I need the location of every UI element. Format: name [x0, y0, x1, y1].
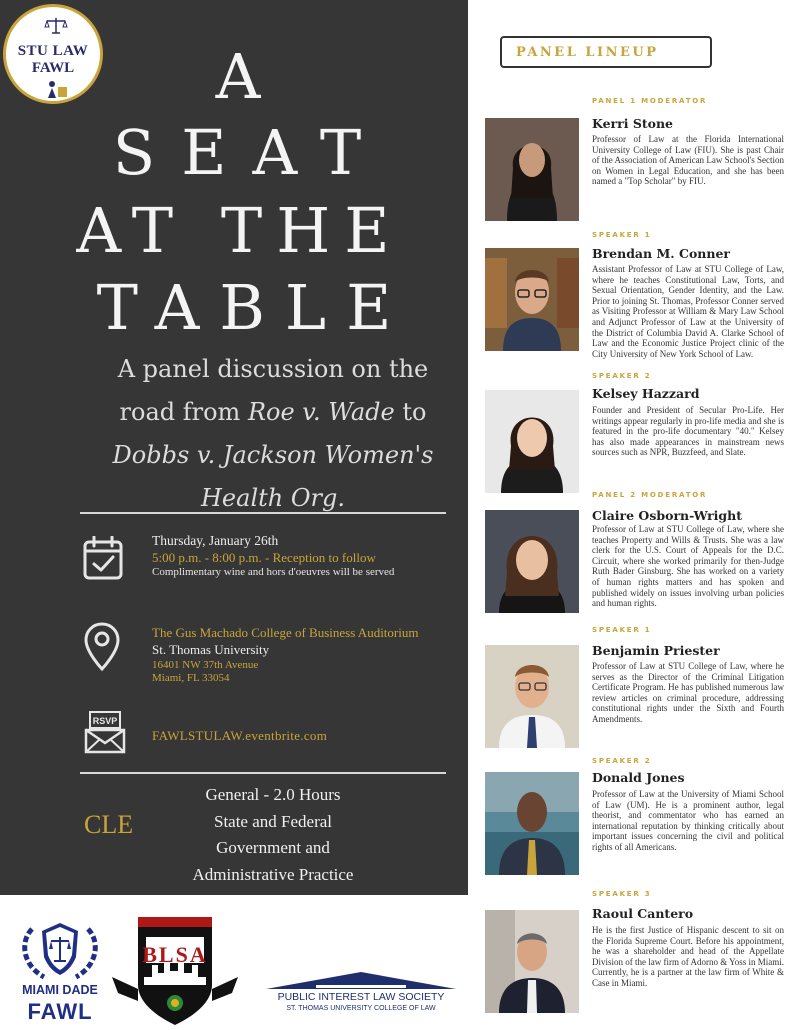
panelist-role: PANEL 1 MODERATOR [592, 97, 708, 105]
event-venue: The Gus Machado College of Business Auditorium [152, 625, 419, 640]
panelist-photo [485, 390, 579, 493]
pils-title: PUBLIC INTEREST LAW SOCIETY [277, 991, 445, 1003]
panelist-bio: Assistant Professor of Law at STU College of Law, where he teaches Constitutional Law, Torts, and Sexual Orientation, Gender Identity, and the Law. Prior to joining St. Thomas, Professor Conner served as Visiting Professor at William & Mary Law School and Adjunct Professor of Law at the University of the District of Columbia David A. Clarke School of Law and the Economic Justice Project clinic of the City University of New York School of Law. [592, 264, 784, 359]
cle-label: CLE [84, 810, 134, 839]
blsa-logo [108, 915, 242, 1027]
location-pin-icon [84, 622, 120, 672]
panelist-name: Brendan M. Conner [592, 246, 731, 261]
panelist-photo [485, 910, 579, 1013]
panelist-bio: Founder and President of Secular Pro-Life. Her writings appear regularly in pro-life media and she is featured in the pro-life documentary "40." Kelsey has also made appearances in mainstream news sources such as NPR, Buzzfeed, and Slate. [592, 405, 784, 458]
panelist-photo [485, 248, 579, 351]
subtitle-part1: A panel discussion on the road from [117, 355, 429, 426]
panelist-name: Benjamin Priester [592, 643, 720, 658]
portrait-man-icon [485, 248, 579, 351]
calendar-check-icon [83, 536, 123, 580]
miami-dade-fawl-logo [10, 917, 110, 1027]
panelist-role: SPEAKER 2 [592, 372, 652, 380]
event-complimentary: Complimentary wine and hors d'oeuvres will be served [152, 566, 395, 578]
logo-top-line2: FAWL [31, 60, 75, 76]
panelist-role: SPEAKER 1 [592, 626, 652, 634]
portrait-woman-icon [485, 118, 579, 221]
portrait-man-icon [485, 645, 579, 748]
panelist-bio: Professor of Law at the University of Miami School of Law (UM). He is a prominent author, legal theorist, and commentator who has earned an international reputation by thinking critically about important issues concerning the civil and political rights of all Americans. [592, 789, 784, 852]
event-date: Thursday, January 26th [152, 533, 279, 548]
subtitle-roe: Roe v. Wade [247, 398, 395, 426]
event-address-line1: 16401 NW 37th Avenue [152, 659, 259, 671]
rsvp-link[interactable]: FAWLSTULAW.eventbrite.com [152, 728, 328, 743]
event-time: 5:00 p.m. - 8:00 p.m. - Reception to follow [152, 550, 376, 565]
panelist-role: PANEL 2 MODERATOR [592, 491, 708, 499]
pils-subtitle: ST. THOMAS UNIVERSITY COLLEGE OF LAW [286, 1005, 436, 1012]
panelist-photo [485, 772, 579, 875]
sponsor-logos [0, 895, 468, 1030]
portrait-woman-icon [485, 390, 579, 493]
panelist-name: Kerri Stone [592, 116, 673, 131]
panelist-role: SPEAKER 3 [592, 890, 652, 898]
portrait-man-icon [485, 910, 579, 1013]
cle-line4: Administrative Practice [192, 864, 354, 884]
panelist-bio: Professor of Law at the Florida International University College of Law (FIU). She is past Chair of the Association of American Law School's Section on Women in Legal Education, and she has been named a "Top Scholar" by FIU. [592, 134, 784, 187]
cle-line3: Government and [216, 838, 330, 857]
blsa-emblem-icon [108, 915, 242, 1027]
cle-details [160, 782, 386, 888]
miami-dade-text: MIAMI DADE [22, 983, 98, 997]
portrait-man-icon [485, 772, 579, 875]
title-line-4: TABLE [96, 271, 412, 344]
scales-of-justice-icon [44, 17, 68, 35]
rsvp-envelope-icon [84, 710, 126, 754]
panelist-bio: Professor of Law at STU College of Law, where he serves as the Director of the Criminal Litigation Certificate Program. He has published numerous law review articles on criminal procedure, addressing constitutional rights under the Sixth and Fourth Amendments. [592, 661, 784, 724]
rsvp-icon-label: RSVP [92, 716, 118, 726]
subtitle-dobbs: Dobbs v. Jackson Women's Health Org. [112, 441, 434, 512]
panelist-name: Raoul Cantero [592, 906, 694, 921]
event-address-line2: Miami, FL 33054 [152, 672, 230, 684]
panelist-photo [485, 510, 579, 613]
divider [80, 772, 446, 774]
divider [80, 512, 446, 514]
portrait-woman-icon [485, 510, 579, 613]
panelist-name: Claire Osborn-Wright [592, 508, 743, 523]
title-line-2: SEAT [112, 116, 388, 189]
logo-top-line1: STU LAW [17, 43, 89, 59]
panelist-name: Kelsey Hazzard [592, 386, 700, 401]
miami-dade-fawl-text: FAWL [27, 999, 93, 1024]
panelist-photo [485, 645, 579, 748]
panelist-name: Donald Jones [592, 770, 685, 785]
blsa-text: BLSA [142, 942, 208, 967]
panelist-photo [485, 118, 579, 221]
panelist-bio: Professor of Law at STU College of Law, where she teaches Property and Wills & Trusts. She was a law clerk for the U.S. Court of Appeals for the D.C. Circuit, where she worked primarily for then-Judge Ruth Bader Ginsburg. She has worked on a variety of human rights matters and has spoken and published widely on issues involving urban policies and human rights. [592, 524, 784, 609]
event-university: St. Thomas University [152, 642, 270, 657]
title-line-1: A [215, 40, 261, 113]
public-interest-law-society-logo [256, 969, 466, 1027]
panelist-role: SPEAKER 1 [592, 231, 652, 239]
panel-lineup-header [500, 36, 712, 68]
subtitle-part2: to [394, 398, 427, 426]
event-subtitle [98, 348, 448, 520]
panel-lineup-title: PANEL LINEUP [516, 45, 659, 60]
cle-line2: State and Federal [213, 811, 332, 831]
panelist-bio: He is the first Justice of Hispanic descent to sit on the Florida Supreme Court. Before his appointment, he was a shareholder and head of the Appellate Division of the law firm of Adorno & Yoss in Miami. Currently, he is a partner at the law firm of White & Case in Miami. [592, 925, 785, 988]
building-roof-icon [256, 969, 466, 991]
title-line-3: AT THE [76, 194, 404, 267]
panelist-role: SPEAKER 2 [592, 757, 652, 765]
laurel-shield-icon [10, 917, 110, 983]
cle-line1: General - 2.0 Hours [205, 785, 341, 804]
